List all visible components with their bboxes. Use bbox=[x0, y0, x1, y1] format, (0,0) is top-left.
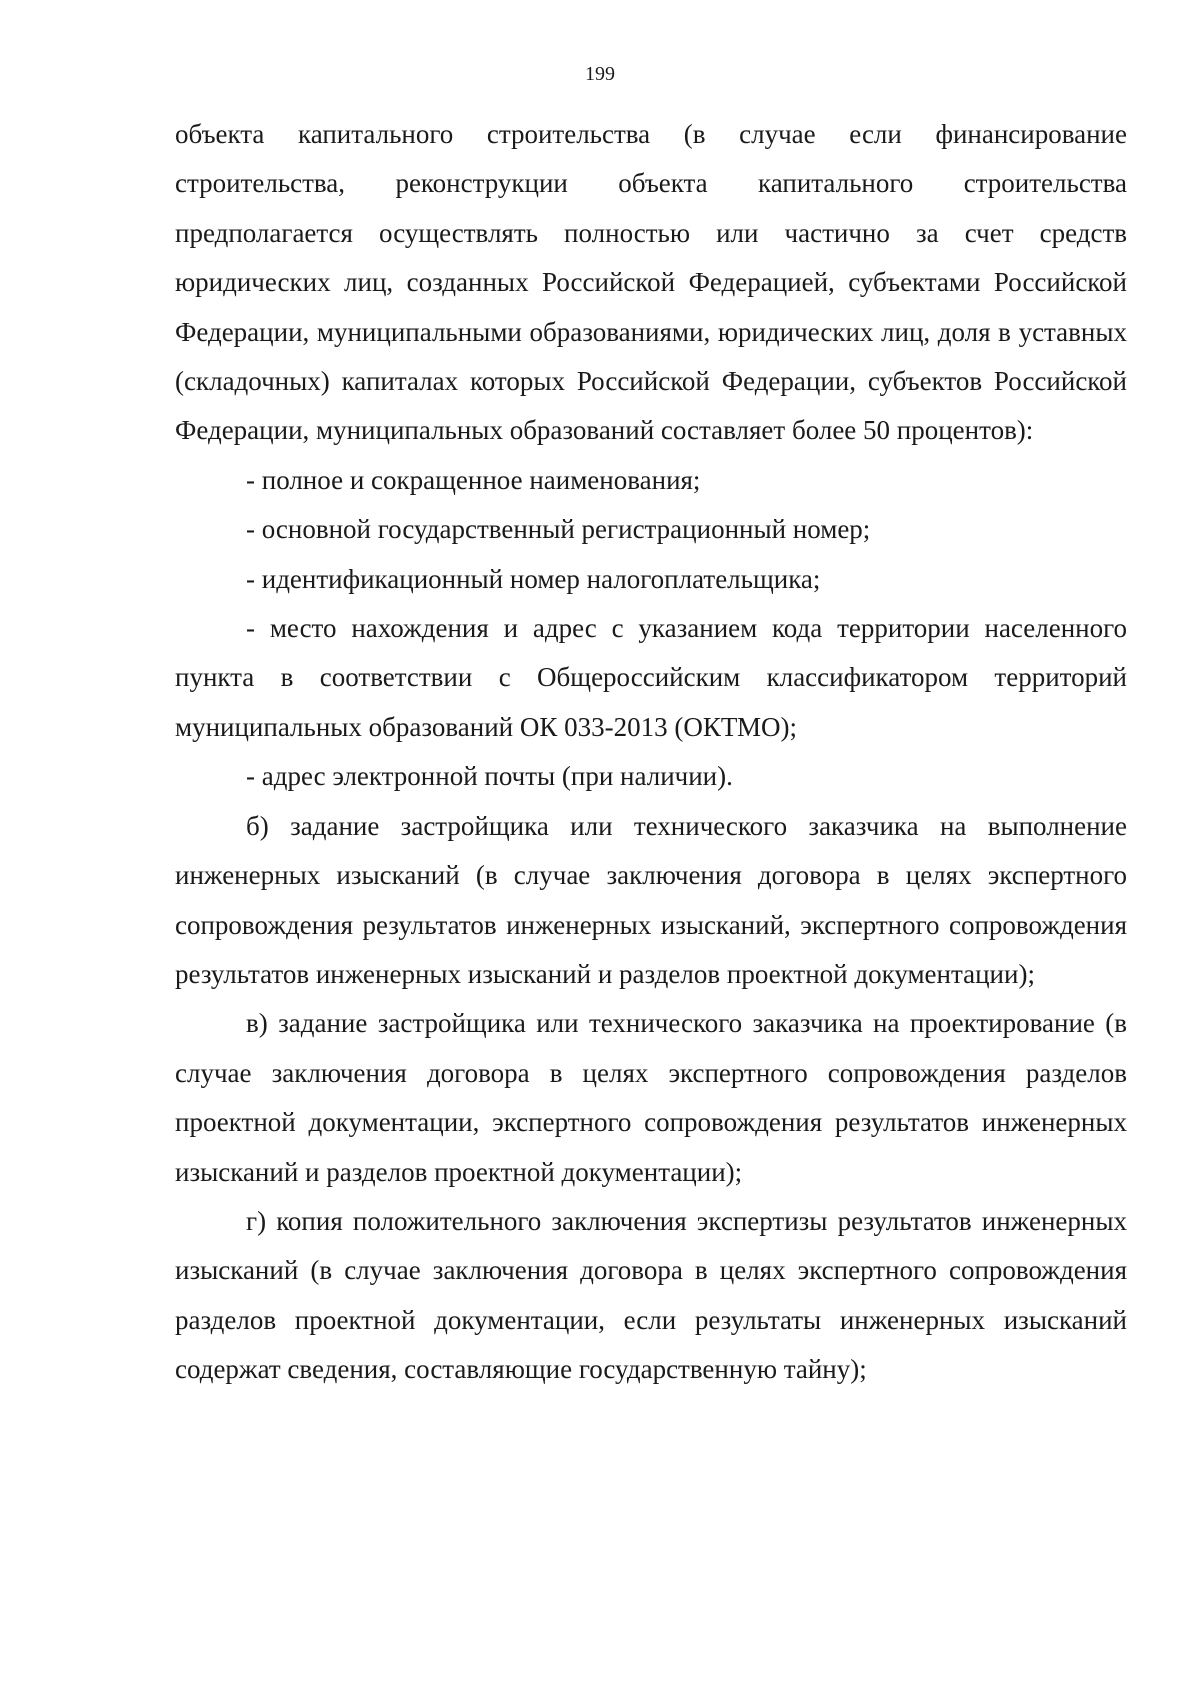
list-item-address: - место нахождения и адрес с указанием кода территории населенного пункта в соответствии с Общероссийским классификатором территорий муниципальных образований ОК 033-2013 (ОКТМО); bbox=[175, 613, 1127, 742]
list-item-ogrn: - основной государственный регистрационный номер; bbox=[246, 514, 871, 545]
list-item-full-name: - полное и сокращенное наименования; bbox=[246, 464, 701, 495]
paragraph-continuation: объекта капитального строительства (в случае если финансирование строительства, реконструкции объекта капитального строительства предполагается осуществлять полностью или частично за счет средств юридических лиц, созданных Российской Федерацией, субъектами Российской Федерации, муниципальными образованиями, юридических лиц, доля в уставных (складочных) капиталах которых Российской Федерации, субъектов Российской Федерации, муниципальных образований составляет более 50 процентов): bbox=[175, 119, 1127, 446]
paragraph-v: в) задание застройщика или технического заказчика на проектирование (в случае заключения договора в целях экспертного сопровождения разделов проектной документации, экспертного сопровождения результатов инженерных изысканий и разделов проектной документации); bbox=[175, 1008, 1127, 1187]
document-body bbox=[175, 110, 1127, 1395]
page-number: 199 bbox=[585, 63, 615, 85]
list-item-email: - адрес электронной почты (при наличии). bbox=[246, 761, 733, 792]
paragraph-g: г) копия положительного заключения экспертизы результатов инженерных изысканий (в случае заключения договора в целях экспертного сопровождения разделов проектной документации, если результаты инженерных изысканий содержат сведения, составляющие государственную тайну); bbox=[175, 1205, 1127, 1385]
list-item-inn: - идентификационный номер налогоплательщика; bbox=[246, 563, 821, 594]
paragraph-b: б) задание застройщика или технического заказчика на выполнение инженерных изысканий (в случае заключения договора в целях экспертного сопровождения результатов инженерных изысканий, экспертного сопровождения результатов инженерных изысканий и разделов проектной документации); bbox=[175, 810, 1127, 989]
